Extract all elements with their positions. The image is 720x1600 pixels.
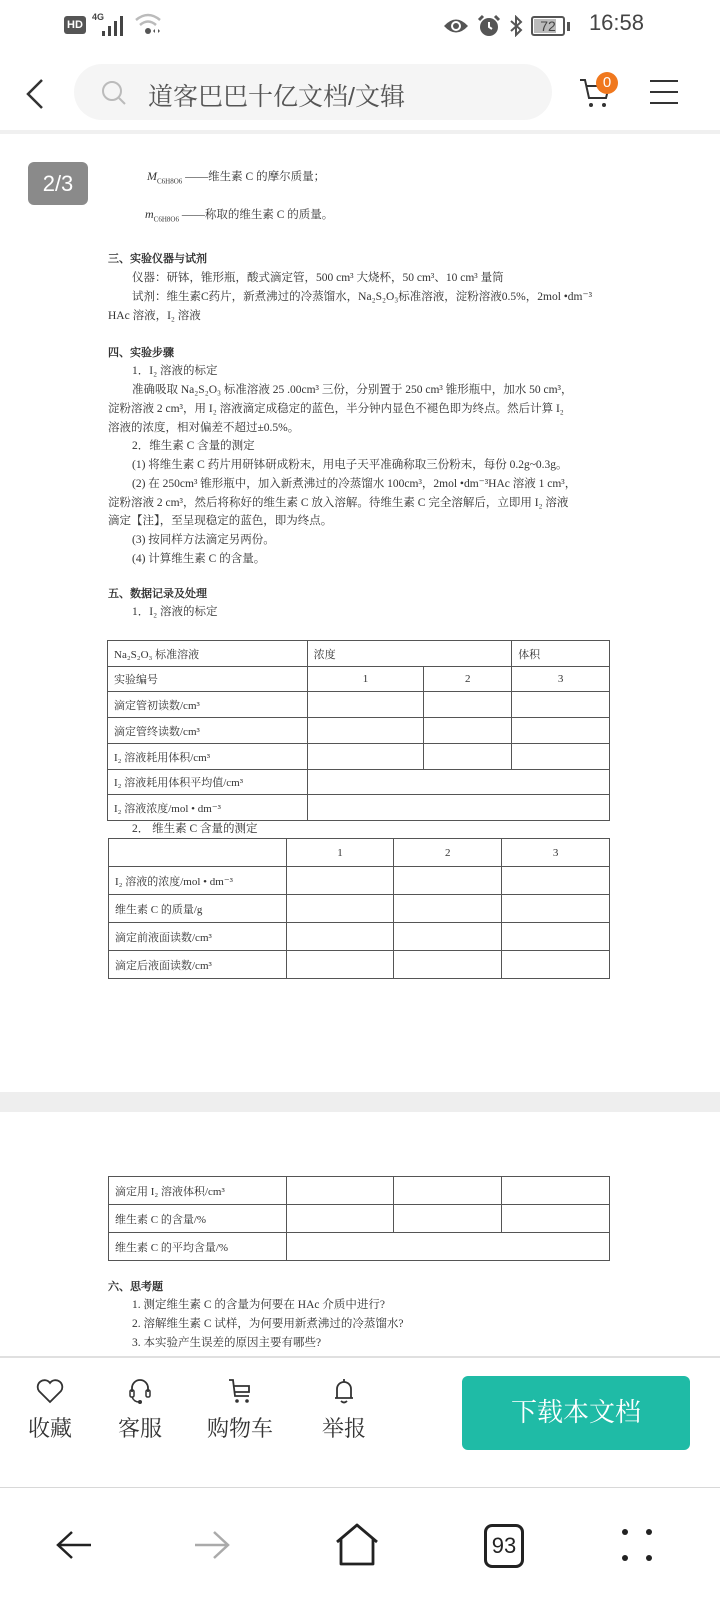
cart-count-badge: 0 xyxy=(596,72,618,94)
table-cell: 1 xyxy=(286,839,394,867)
table-row xyxy=(109,1233,610,1261)
paragraph: 滴定【注】，至呈现稳定的蓝色，即为终点。 xyxy=(108,515,333,527)
question: 1. 测定维生素 C 的含量为何要在 HAc 介质中进行? xyxy=(132,1299,385,1311)
paragraph: 淀粉溶液 2 cm³，然后将称好的维生素 C 放入溶解。待维生素 C 完全溶解后，立即用 I₂ 溶液 xyxy=(108,497,569,509)
headset-icon xyxy=(125,1376,155,1406)
table-row xyxy=(109,951,610,979)
table-caption: 2． 维生素 C 含量的测定 xyxy=(132,823,258,835)
paragraph: (1) 将维生素 C 药片用研钵研成粉末，用电子天平准确称取三份粉末，每份 0.2g~0.3g。 xyxy=(132,459,568,471)
instruments-text: 仪器：研钵，锥形瓶，酸式滴定管，500 cm³ 大烧杯，50 cm³、10 cm³ 量筒 xyxy=(132,272,504,284)
step-title: 2．维生素 C 含量的测定 xyxy=(132,440,255,452)
table-caption: 1．I₂ 溶液的标定 xyxy=(132,606,218,618)
search-placeholder: 道客巴巴十亿文档/文辑 xyxy=(148,83,405,111)
table-cell: 2 xyxy=(394,839,502,867)
table-cell: 维生素 C 的平均含量/% xyxy=(109,1233,287,1261)
table-cell: 1 xyxy=(307,667,424,692)
bell-icon xyxy=(329,1376,359,1406)
reagents-text-cont: HAc 溶液，I₂ 溶液 xyxy=(108,310,201,322)
table-row xyxy=(108,744,610,770)
reagents-text: 试剂：维生素C药片，新煮沸过的冷蒸馏水，Na₂S₂O₃标准溶液，淀粉溶液0.5%，2mol •dm⁻³ xyxy=(132,291,593,303)
page-indicator: 2/3 xyxy=(28,162,88,205)
section-heading: 三、实验仪器与试剂 xyxy=(108,252,207,265)
tabs-button[interactable]: 93 xyxy=(484,1524,524,1568)
table-cell: 3 xyxy=(512,667,610,692)
table-cell: 浓度 xyxy=(307,641,512,667)
table-row xyxy=(108,795,610,821)
section-heading: 五、数据记录及处理 xyxy=(108,587,207,600)
forward-arrow-icon[interactable] xyxy=(190,1520,240,1570)
status-bar xyxy=(0,0,720,52)
vitamin-c-table xyxy=(108,838,610,979)
question: 3. 本实验产生误差的原因主要有哪些? xyxy=(132,1337,322,1349)
table-cell: I₂ 溶液耗用体积平均值/cm³ xyxy=(108,770,308,795)
table-row xyxy=(108,718,610,744)
customer-service-button[interactable]: 客服 xyxy=(100,1376,180,1443)
wifi-icon xyxy=(134,12,162,36)
clock: 16:58 xyxy=(588,10,644,35)
question: 2. 溶解维生素 C 试样，为何要用新煮沸过的冷蒸馏水? xyxy=(132,1318,404,1330)
paragraph: 准确吸取 Na₂S₂O₃ 标准溶液 25 .00cm³ 三份，分别置于 250 cm³ 锥形瓶中，加水 50 cm³， xyxy=(132,384,573,396)
table-row xyxy=(109,867,610,895)
browser-nav-bar xyxy=(0,1487,720,1600)
menu-icon[interactable] xyxy=(650,80,678,104)
search-icon xyxy=(100,79,128,107)
table-cell: 2 xyxy=(424,667,512,692)
calibration-table xyxy=(107,640,610,821)
bluetooth-icon xyxy=(509,15,523,37)
step-title: 1．I₂ 溶液的标定 xyxy=(132,365,218,377)
table-cell: 滴定用 I₂ 溶液体积/cm³ xyxy=(109,1177,287,1205)
table-cell: 滴定管终读数/cm³ xyxy=(108,718,308,744)
download-button[interactable]: 下载本文档 xyxy=(462,1376,690,1450)
shopping-cart-button[interactable]: 购物车 xyxy=(200,1376,280,1443)
table-cell: I₂ 溶液耗用体积/cm³ xyxy=(108,744,308,770)
table-cell: 滴定管初读数/cm³ xyxy=(108,692,308,718)
table-row xyxy=(108,641,610,667)
section-heading: 六、思考题 xyxy=(108,1280,163,1293)
table-row xyxy=(109,1177,610,1205)
alarm-icon xyxy=(477,14,501,38)
heart-icon xyxy=(35,1376,65,1406)
table-cell: Na₂S₂O₃ 标准溶液 xyxy=(108,641,308,667)
signal-icon xyxy=(100,14,128,36)
formula-line-1: $M_{C6H8O6}$ ——维生素 C 的摩尔质量； xyxy=(147,169,326,186)
table-cell: 维生素 C 的含量/% xyxy=(109,1205,287,1233)
hd-icon: HD xyxy=(64,16,86,34)
home-icon[interactable] xyxy=(332,1520,382,1570)
formula-line-2: $m_{C6H8O6}$ ——称取的维生素 C 的质量。 xyxy=(145,207,334,224)
table-row xyxy=(108,667,610,692)
table-row xyxy=(109,839,610,867)
table-cell: 3 xyxy=(502,839,610,867)
report-button[interactable]: 举报 xyxy=(304,1376,384,1443)
table-row xyxy=(108,692,610,718)
table-cell: 滴定前液面读数/cm³ xyxy=(109,923,287,951)
back-arrow-icon[interactable] xyxy=(46,1520,96,1570)
table-cell: 体积 xyxy=(512,641,610,667)
table-cell: 滴定后液面读数/cm³ xyxy=(109,951,287,979)
network-type: 4G xyxy=(92,12,105,22)
back-button[interactable] xyxy=(22,76,50,112)
battery-icon: 72 xyxy=(531,16,565,36)
more-menu-icon[interactable] xyxy=(612,1520,662,1570)
table-cell: 实验编号 xyxy=(108,667,308,692)
paragraph: (2) 在 250cm³ 锥形瓶中，加入新煮沸过的冷蒸馏水 100cm³，2mol •dm⁻³HAc 溶液 1 cm³， xyxy=(132,478,577,490)
cart-icon xyxy=(225,1376,255,1406)
paragraph: 淀粉溶液 2 cm³，用 I₂ 溶液滴定成稳定的蓝色，半分钟内显色不褪色即为终点。然后计算 I₂ xyxy=(108,403,564,415)
table-row xyxy=(109,923,610,951)
section-heading: 四、实验步骤 xyxy=(108,346,174,359)
eye-comfort-icon xyxy=(443,17,469,35)
table-cell: 维生素 C 的质量/g xyxy=(109,895,287,923)
favorite-button[interactable]: 收藏 xyxy=(10,1376,90,1443)
table-row xyxy=(109,1205,610,1233)
table-row xyxy=(109,895,610,923)
table-row xyxy=(108,770,610,795)
table-cell xyxy=(109,839,287,867)
paragraph: (4) 计算维生素 C 的含量。 xyxy=(132,553,266,565)
paragraph: 溶液的浓度，相对偏差不超过±0.5%。 xyxy=(108,422,300,434)
paragraph: (3) 按同样方法滴定另两份。 xyxy=(132,534,275,546)
search-input[interactable] xyxy=(74,64,552,120)
table-cell: I₂ 溶液浓度/mol • dm⁻³ xyxy=(108,795,308,821)
app-header xyxy=(0,52,720,134)
status-icons xyxy=(443,10,570,42)
table-cell: I₂ 溶液的浓度/mol • dm⁻³ xyxy=(109,867,287,895)
page-separator xyxy=(0,1092,720,1112)
action-bar xyxy=(0,1356,720,1460)
vitamin-c-table-continued xyxy=(108,1176,610,1261)
